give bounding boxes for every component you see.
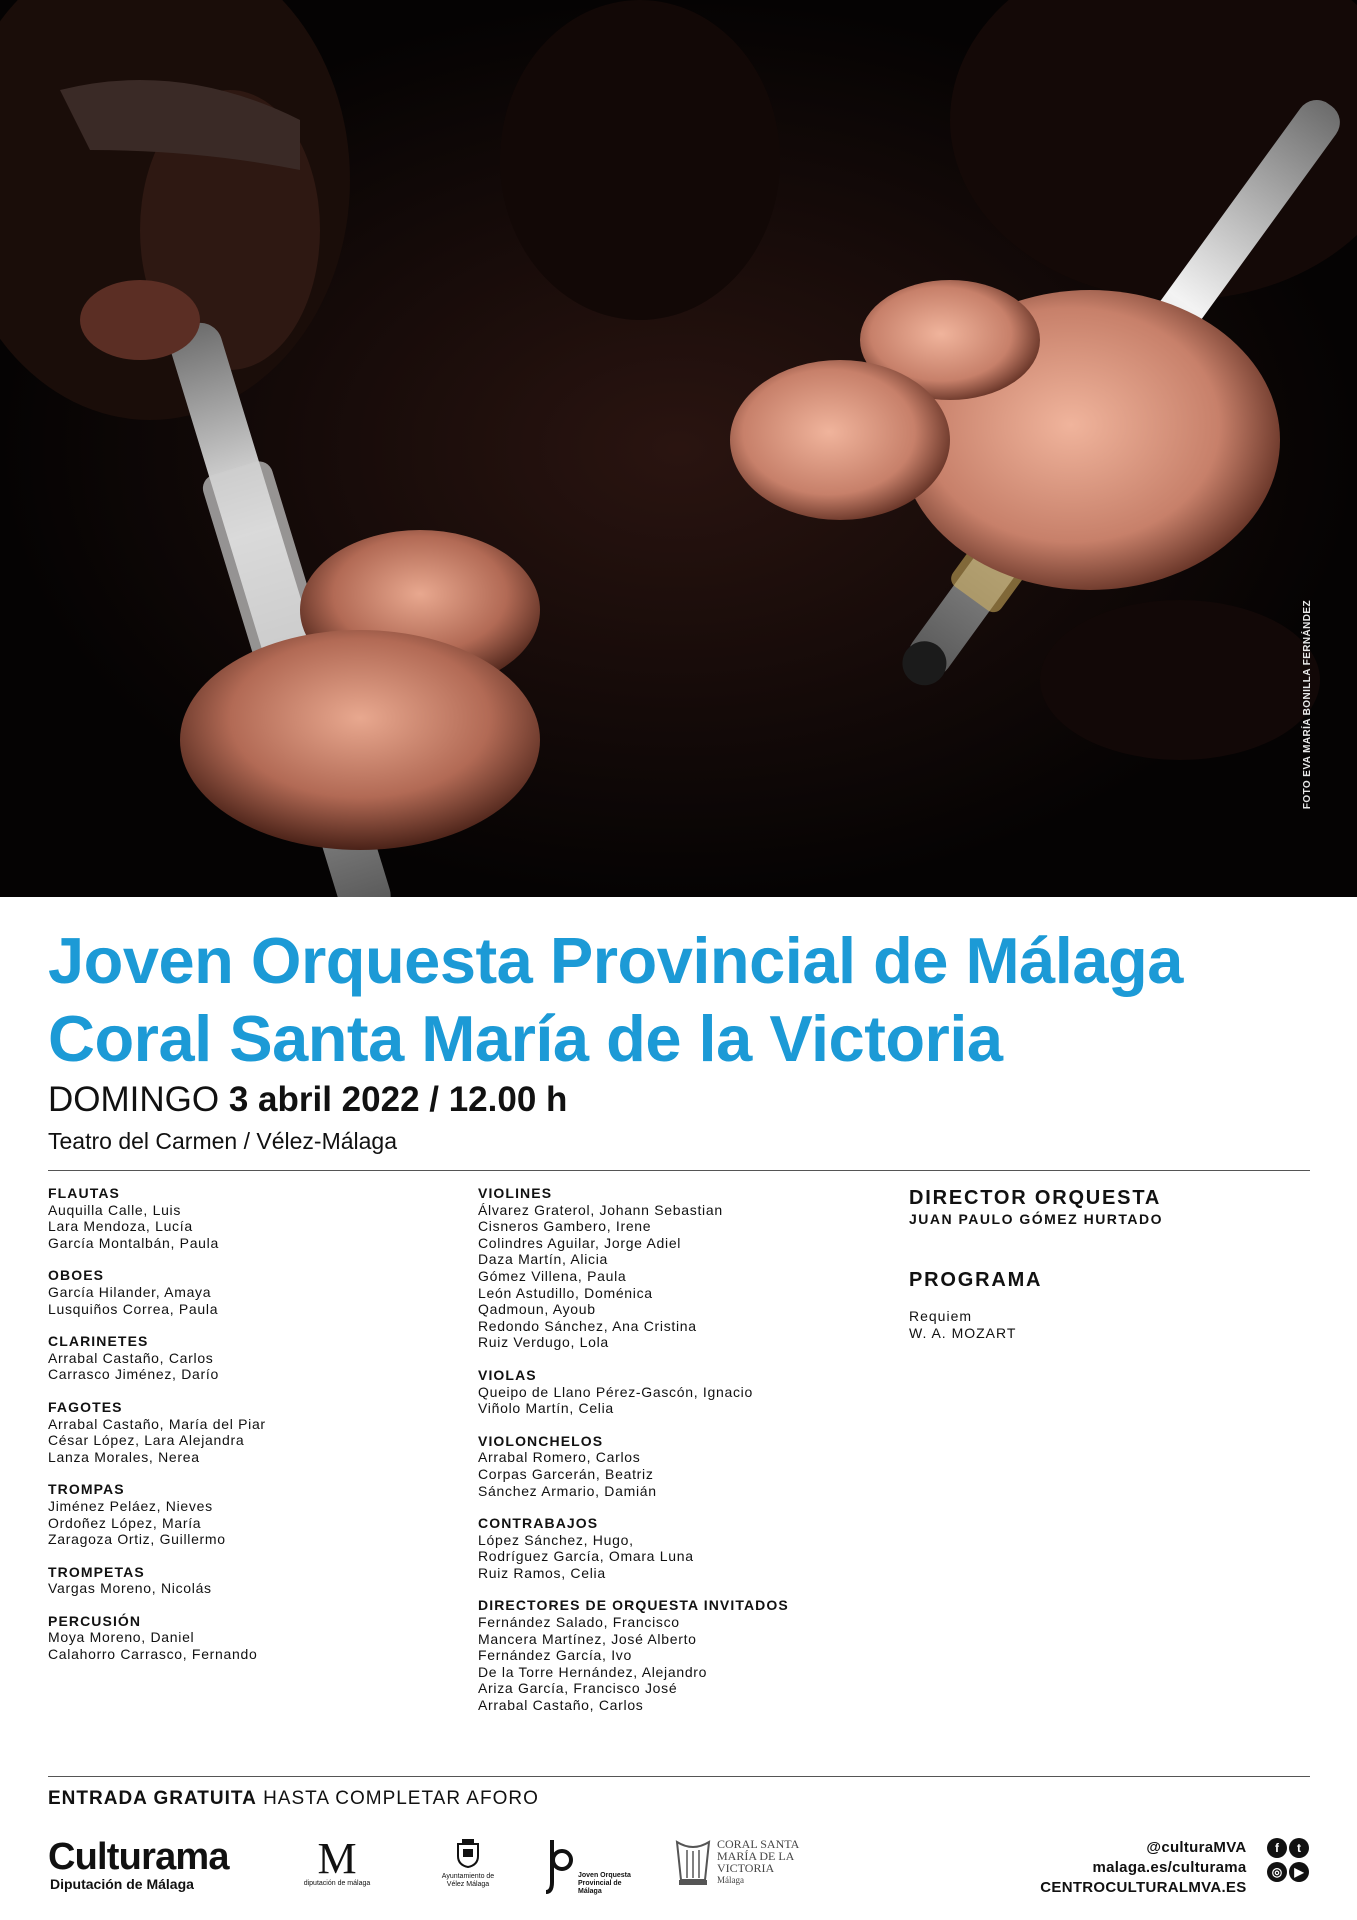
social-block <box>1040 1838 1309 1898</box>
diputacion-logo <box>302 1834 372 1888</box>
section-violines <box>478 1185 898 1351</box>
website-culturama[interactable]: malaga.es/culturama <box>1092 1859 1247 1876</box>
section-heading: DIRECTORES DE ORQUESTA INVITADOS <box>478 1597 789 1614</box>
section-heading: VIOLAS <box>478 1366 537 1383</box>
section-heading: CONTRABAJOS <box>478 1515 599 1532</box>
diputacion-label: diputación de málaga <box>303 1880 371 1887</box>
culturama-logo <box>48 1838 229 1892</box>
section-violas <box>478 1367 898 1417</box>
facebook-icon[interactable]: f <box>1267 1838 1287 1858</box>
personnel-column-middle <box>478 1185 898 1730</box>
section-heading: FAGOTES <box>48 1398 123 1415</box>
section-heading: CLARINETES <box>48 1333 149 1350</box>
member-name: Arrabal Castaño, María del Piar <box>48 1415 266 1432</box>
director-heading: DIRECTOR ORQUESTA <box>909 1187 1162 1209</box>
section-clarinetes <box>48 1333 428 1383</box>
section-percusi-n <box>48 1613 428 1663</box>
divider <box>48 1776 1310 1777</box>
member-name: Fernández Salado, Francisco <box>478 1614 680 1631</box>
section-contrabajos <box>478 1515 898 1581</box>
member-name: Qadmoun, Ayoub <box>478 1301 596 1318</box>
member-name: Ruiz Verdugo, Lola <box>478 1334 609 1351</box>
member-name: Sánchez Armario, Damián <box>478 1482 657 1499</box>
coral-line1: CORAL SANTA <box>717 1837 800 1851</box>
member-name: Arrabal Castaño, Carlos <box>48 1349 214 1366</box>
program-heading: PROGRAMA <box>909 1269 1043 1291</box>
ayuntamiento-line2: Vélez Málaga <box>446 1881 490 1888</box>
flute-players-photo-icon <box>0 0 1357 897</box>
diputacion-mark: M <box>317 1834 357 1883</box>
member-name: Rodríguez García, Omara Luna <box>478 1548 694 1565</box>
entry-condition: HASTA COMPLETAR AFORO <box>256 1788 539 1809</box>
twitter-icon[interactable]: t <box>1289 1838 1309 1858</box>
member-name: Calahorro Carrasco, Fernando <box>48 1646 258 1663</box>
member-name: Cisneros Gambero, Irene <box>478 1218 652 1235</box>
member-name: Jiménez Peláez, Nieves <box>48 1497 213 1514</box>
culturama-wordmark: Culturama <box>48 1836 229 1878</box>
member-name: García Montalbán, Paula <box>48 1234 219 1251</box>
program-composer: W. A. MOZART <box>909 1325 1017 1341</box>
section-heading: PERCUSIÓN <box>48 1612 142 1629</box>
member-name: Vargas Moreno, Nicolás <box>48 1580 212 1597</box>
entry-free: ENTRADA GRATUITA <box>48 1788 257 1809</box>
member-name: García Hilander, Amaya <box>48 1283 212 1300</box>
coral-line2: MARÍA DE LA <box>717 1849 795 1863</box>
member-name: Redondo Sánchez, Ana Cristina <box>478 1317 697 1334</box>
event-date <box>48 1078 567 1122</box>
section-heading: TROMPAS <box>48 1481 125 1498</box>
section-heading: VIOLINES <box>478 1185 553 1201</box>
ayuntamiento-line1: Ayuntamiento de <box>441 1873 495 1880</box>
member-name: Lara Mendoza, Lucía <box>48 1218 193 1235</box>
coral-line3: VICTORIA <box>717 1861 775 1875</box>
member-name: Ruiz Ramos, Celia <box>478 1564 606 1581</box>
youtube-icon[interactable]: ▶ <box>1289 1862 1309 1882</box>
member-name: César López, Lara Alejandra <box>48 1432 245 1449</box>
member-name: Colindres Aguilar, Jorge Adiel <box>478 1234 682 1251</box>
program-work: Requiem <box>909 1308 973 1324</box>
member-name: Mancera Martínez, José Alberto <box>478 1630 697 1647</box>
jop-line1: Joven Orquesta <box>578 1872 631 1879</box>
section-heading: FLAUTAS <box>48 1185 120 1201</box>
entry-notice <box>48 1786 539 1812</box>
ayuntamiento-logo <box>428 1838 508 1889</box>
member-name: Ariza García, Francisco José <box>478 1680 678 1697</box>
coat-of-arms-icon <box>454 1838 482 1868</box>
coral-line4: Málaga <box>717 1875 744 1885</box>
member-name: Viñolo Martín, Celia <box>478 1400 614 1417</box>
hero-photo <box>0 0 1357 897</box>
social-handle[interactable]: @culturaMVA <box>1146 1839 1247 1856</box>
coral-logo <box>673 1838 813 1888</box>
event-venue: Teatro del Carmen / Vélez-Málaga <box>48 1128 397 1154</box>
member-name: Gómez Villena, Paula <box>478 1267 627 1284</box>
member-name: Arrabal Castaño, Carlos <box>478 1697 644 1714</box>
title-choir: Coral Santa María de la Victoria <box>48 1002 1003 1075</box>
section-trompetas <box>48 1564 428 1597</box>
event-day: DOMINGO <box>48 1080 220 1119</box>
section-heading: OBOES <box>48 1267 105 1284</box>
member-name: Moya Moreno, Daniel <box>48 1629 195 1646</box>
personnel-column-left <box>48 1185 428 1679</box>
section-trompas <box>48 1481 428 1547</box>
website-centro-cultural[interactable]: CENTROCULTURALMVA.ES <box>1040 1879 1247 1896</box>
member-name: De la Torre Hernández, Alejandro <box>478 1663 708 1680</box>
member-name: Arrabal Romero, Carlos <box>478 1449 641 1466</box>
section-directores-de-orquesta-invitados <box>478 1597 898 1713</box>
member-name: Zaragoza Ortiz, Guillermo <box>48 1531 226 1548</box>
member-name: Queipo de Llano Pérez-Gascón, Ignacio <box>478 1383 753 1400</box>
jop-mark-icon <box>544 1838 574 1894</box>
divider <box>48 1170 1310 1171</box>
member-name: Daza Martín, Alicia <box>478 1251 609 1268</box>
member-name: Corpas Garcerán, Beatriz <box>478 1465 654 1482</box>
section-oboes <box>48 1267 428 1317</box>
section-flautas <box>48 1185 428 1251</box>
member-name: Lusquiños Correa, Paula <box>48 1300 219 1317</box>
lyre-icon <box>673 1838 713 1888</box>
culturama-subtitle: Diputación de Málaga <box>50 1876 194 1892</box>
section-heading: TROMPETAS <box>48 1563 145 1580</box>
jop-logo <box>544 1838 634 1896</box>
member-name: Álvarez Graterol, Johann Sebastian <box>478 1201 723 1218</box>
member-name: López Sánchez, Hugo, <box>478 1531 634 1548</box>
member-name: León Astudillo, Doménica <box>478 1284 653 1301</box>
member-name: Carrasco Jiménez, Darío <box>48 1366 219 1383</box>
member-name: Lanza Morales, Nerea <box>48 1448 200 1465</box>
instagram-icon[interactable]: ◎ <box>1267 1862 1287 1882</box>
section-fagotes <box>48 1399 428 1465</box>
member-name: Ordoñez López, María <box>48 1514 202 1531</box>
member-name: Fernández García, Ivo <box>478 1647 632 1664</box>
photo-credit: FOTO EVA MARÍA BONILLA FERNÁNDEZ <box>1302 600 1313 810</box>
director-program-column <box>909 1186 1309 1342</box>
title-orchestra: Joven Orquesta Provincial de Málaga <box>48 924 1183 997</box>
section-violonchelos <box>478 1433 898 1499</box>
director-name: JUAN PAULO GÓMEZ HURTADO <box>909 1211 1164 1227</box>
member-name: Auquilla Calle, Luis <box>48 1201 182 1218</box>
jop-line2: Provincial de Málaga <box>578 1880 622 1895</box>
event-date-time: 3 abril 2022 / 12.00 h <box>228 1080 568 1119</box>
section-heading: VIOLONCHELOS <box>478 1432 604 1449</box>
